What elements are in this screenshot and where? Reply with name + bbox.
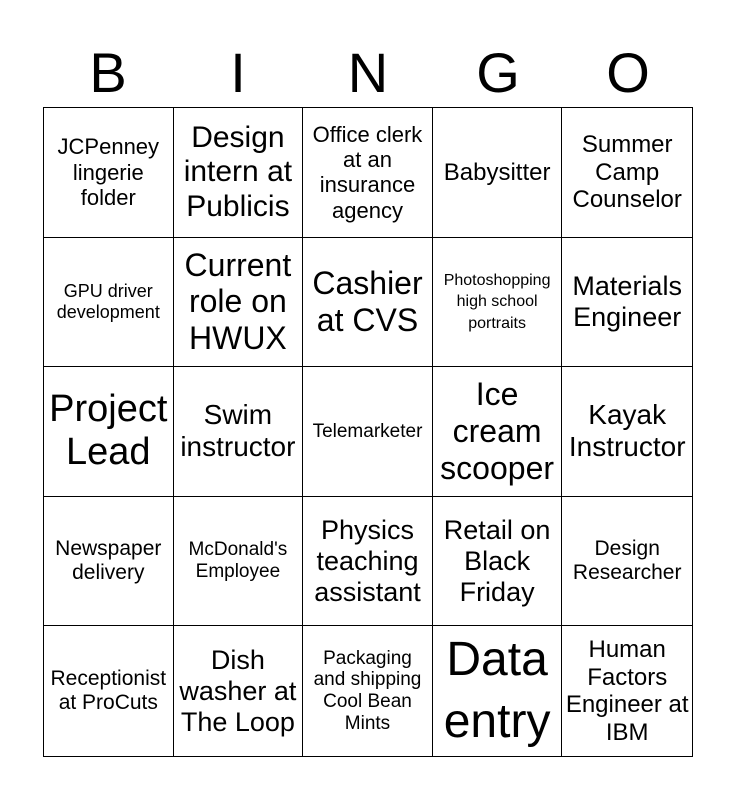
bingo-cell[interactable] (433, 626, 563, 756)
bingo-cell-text: Human Factors Engineer at IBM (565, 636, 689, 746)
bingo-cell-text: Kayak Instructor (568, 399, 686, 463)
bingo-cell-text: Current role on HWUX (184, 246, 292, 357)
bingo-cell[interactable] (303, 108, 433, 238)
bingo-cell[interactable] (44, 367, 174, 497)
bingo-cell[interactable] (303, 238, 433, 368)
bingo-cell-text: Photoshopping high school portraits (443, 271, 551, 332)
bingo-cell-text: Swim instructor (180, 399, 296, 463)
bingo-cell[interactable] (433, 497, 563, 627)
bingo-cell[interactable] (303, 367, 433, 497)
bingo-cell-text: JCPenney lingerie folder (57, 134, 160, 210)
bingo-cell-text: Ice cream scooper (440, 376, 555, 486)
bingo-cell-text: Receptionist at ProCuts (50, 667, 167, 715)
bingo-cell-text: Dish washer at The Loop (179, 644, 297, 737)
bingo-card-grid (43, 107, 693, 757)
bingo-cell[interactable] (44, 238, 174, 368)
bingo-cell-text: Data entry (443, 632, 551, 749)
bingo-cell[interactable] (174, 626, 304, 756)
bingo-cell-text: Project Lead (49, 387, 168, 474)
bingo-cell[interactable] (433, 367, 563, 497)
bingo-cell[interactable] (303, 497, 433, 627)
bingo-cell[interactable] (44, 626, 174, 756)
header-letter-n: N (347, 41, 389, 104)
bingo-cell-text: Design intern at Publicis (183, 120, 293, 223)
bingo-cell-text: Retail on Black Friday (443, 514, 551, 607)
bingo-cell[interactable] (174, 497, 304, 627)
bingo-cell-text: Materials Engineer (572, 270, 682, 332)
bingo-cell[interactable] (174, 238, 304, 368)
bingo-cell[interactable] (562, 497, 692, 627)
bingo-cell[interactable] (562, 108, 692, 238)
bingo-cell[interactable] (433, 108, 563, 238)
header-letter-b: B (89, 41, 127, 104)
bingo-cell-text: Babysitter (443, 158, 551, 186)
bingo-cell[interactable] (44, 108, 174, 238)
bingo-cell-text: Newspaper delivery (55, 536, 162, 585)
bingo-cell-text: Design Researcher (572, 536, 682, 585)
bingo-cell[interactable] (44, 497, 174, 627)
bingo-cell[interactable] (174, 367, 304, 497)
bingo-cell[interactable] (562, 367, 692, 497)
bingo-cell-text: Packaging and shipping Cool Bean Mints (313, 647, 422, 735)
bingo-cell-text: Summer Camp Counselor (572, 130, 682, 214)
bingo-cell[interactable] (174, 108, 304, 238)
bingo-header (43, 40, 693, 106)
bingo-cell[interactable] (433, 238, 563, 368)
header-letter-i: I (230, 41, 246, 104)
bingo-cell-text: Cashier at CVS (312, 265, 423, 338)
bingo-cell[interactable] (562, 626, 692, 756)
bingo-cell[interactable] (303, 626, 433, 756)
bingo-cell-text: GPU driver development (56, 281, 160, 322)
bingo-cell-text: Telemarketer (312, 420, 423, 442)
bingo-cell-text: Physics teaching assistant (314, 514, 421, 607)
bingo-cell-text: Office clerk at an insurance agency (312, 121, 423, 223)
header-letter-o: O (606, 41, 650, 104)
bingo-cell[interactable] (562, 238, 692, 368)
header-letter-g: G (476, 41, 520, 104)
bingo-cell-text: McDonald's Employee (188, 539, 288, 583)
